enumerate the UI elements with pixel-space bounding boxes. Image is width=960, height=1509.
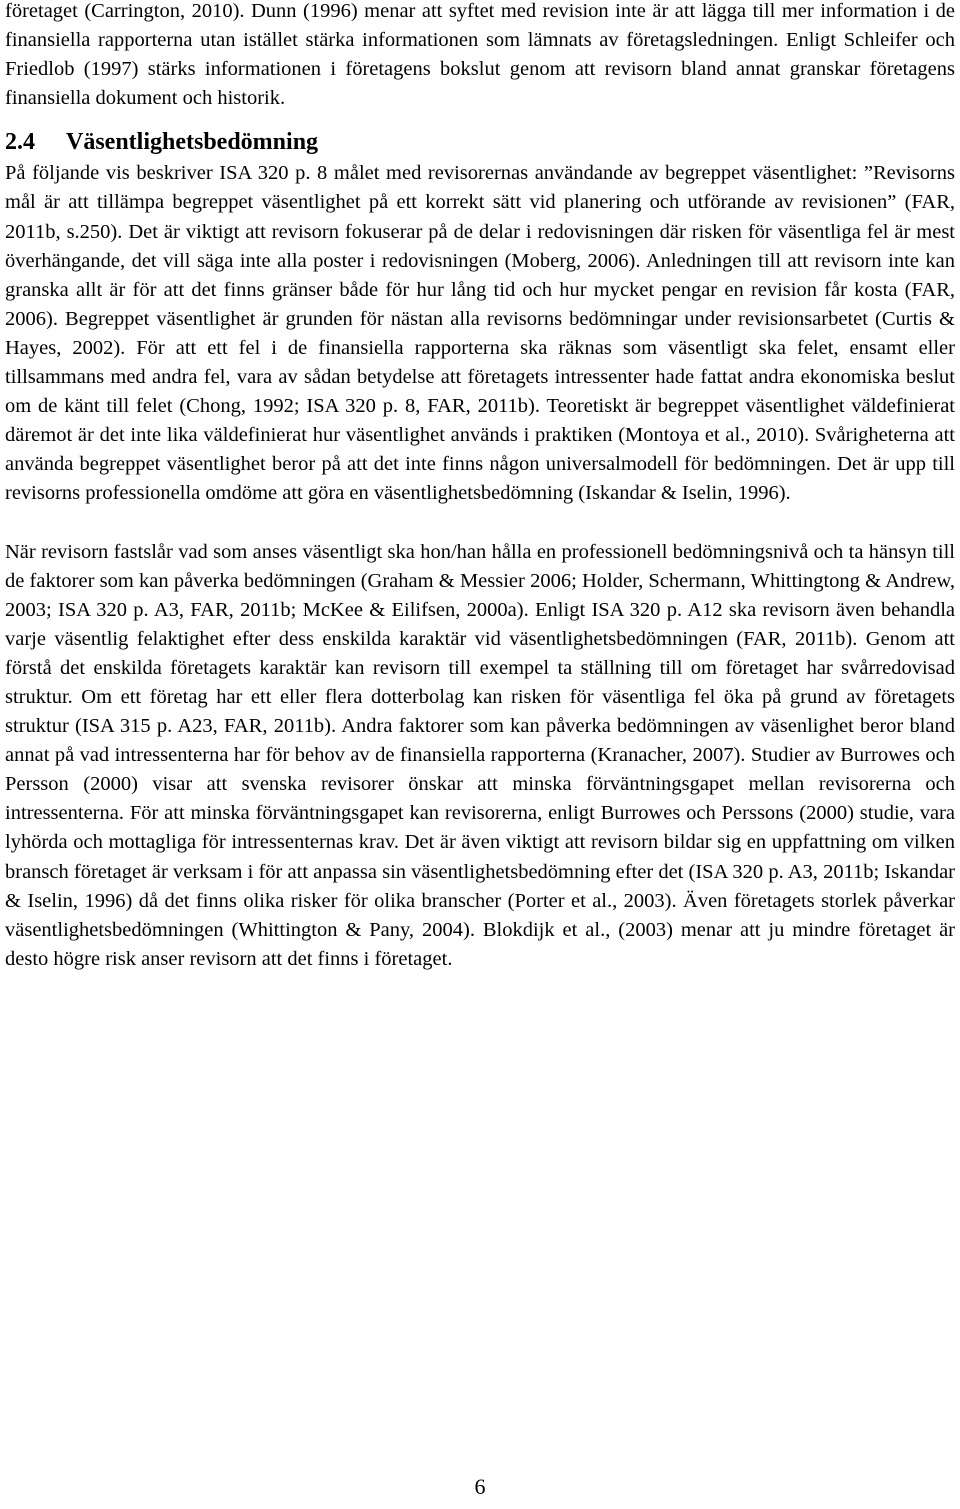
document-page — [5, 0, 955, 974]
paragraph-spacer — [5, 509, 955, 538]
paragraph-materiality-factors: När revisorn fastslår vad som anses väsentligt ska hon/han hålla en professionell bedömningsnivå och ta hänsyn till de faktorer som kan påverka bedömningen (Graham & Messier 2006; Holder, Schermann, Whittingtong & Andrew, 2003; ISA 320 p. A3, FAR, 2011b; McKee & Eilifsen, 2000a). Enligt ISA 320 p. A12 ska revisorn även behandla varje väsentlig felaktighet efter dess enskilda karaktär vid väsentlighetsbedömningen (FAR, 2011b). Genom att förstå det enskilda företagets karaktär kan revisorn till exempel ta ställning till om företaget har svårredovisad struktur. Om ett företag har ett eller flera dotterbolag kan risken för väsentliga fel öka på grund av företagets struktur (ISA 315 p. A23, FAR, 2011b). Andra faktorer som kan påverka bedömningen av väsenlighet beror bland annat på vad intressenterna har för behov av de finansiella rapporterna (Kranacher, 2007). Studier av Burrowes och Persson (2000) visar att svenska revisorer önskar att minska förväntningsgapet mellan revisorerna och intressenterna. För att minska förväntningsgapet kan revisorerna, enligt Burrowes och Perssons (2000) studie, vara lyhörda och mottagliga för intressenternas krav. Det är även viktigt att revisorn bildar sig en uppfattning om vilken bransch företaget är verksam i för att anpassa sin väsentlighetsbedömning efter det (ISA 320 p. A3, 2011b; Iskandar & Iselin, 1996) då det finns olika risker för olika branscher (Porter et al., 2003). Även företagets storlek påverkar väsentlighetsbedömningen (Whittington & Pany, 2004). Blokdijk et al., (2003) menar att ju mindre företaget är desto högre risk anser revisorn att det finns i företaget. — [5, 540, 955, 970]
page-number: 6 — [474, 1474, 486, 1499]
section-title: Väsentlighetsbedömning — [66, 129, 319, 156]
paragraph-continuation: företaget (Carrington, 2010). Dunn (1996) menar att syftet med revision inte är att lägga till mer information i de finansiella rapporterna utan istället stärka informationen som lämnats av företagsledningen. Enligt Schleifer och Friedlob (1997) stärks informationen i företagens bokslut genom att revisorn bland annat granskar företagens finansiella dokument och historik. — [5, 0, 955, 110]
section-heading — [5, 125, 955, 159]
section-number: 2.4 — [5, 129, 35, 156]
paragraph-materiality-definition: På följande vis beskriver ISA 320 p. 8 målet med revisorernas användande av begreppet väsentlighet: ”Revisorns mål är att tillämpa begreppet väsentlighet på ett korrekt sätt vid planering och utförande av revisionen” (FAR, 2011b, s.250). Det är viktigt att revisorn fokuserar på de delar i redovisningen där risken för väsentliga fel är mest överhängande, det vill säga inte alla poster i redovisningen (Moberg, 2006). Anledningen till att revisorn inte kan granska allt är för att det finns gränser både för hur lång tid och hur mycket pengar en revision får kosta (FAR, 2006). Begreppet väsentlighet är grunden för nästan alla revisorns bedömningar under revisionsarbetet (Curtis & Hayes, 2002). För att ett fel i de finansiella rapporterna ska räknas som väsentligt ska felet, ensamt eller tillsammans med andra fel, vara av sådan betydelse att företagets intressenter hade fattat andra ekonomiska beslut om de känt till felet (Chong, 1992; ISA 320 p. 8, FAR, 2011b). Teoretiskt är begreppet väsentlighet väldefinierat däremot är det inte lika väldefinierat hur väsentlighet används i praktiken (Montoya et al., 2010). Svårigheterna att använda begreppet väsentlighet beror på att det inte finns någon universalmodell för bedömningen. Det är upp till revisorns professionella omdöme att göra en väsentlighetsbedömning (Iskandar & Iselin, 1996). — [5, 162, 955, 505]
